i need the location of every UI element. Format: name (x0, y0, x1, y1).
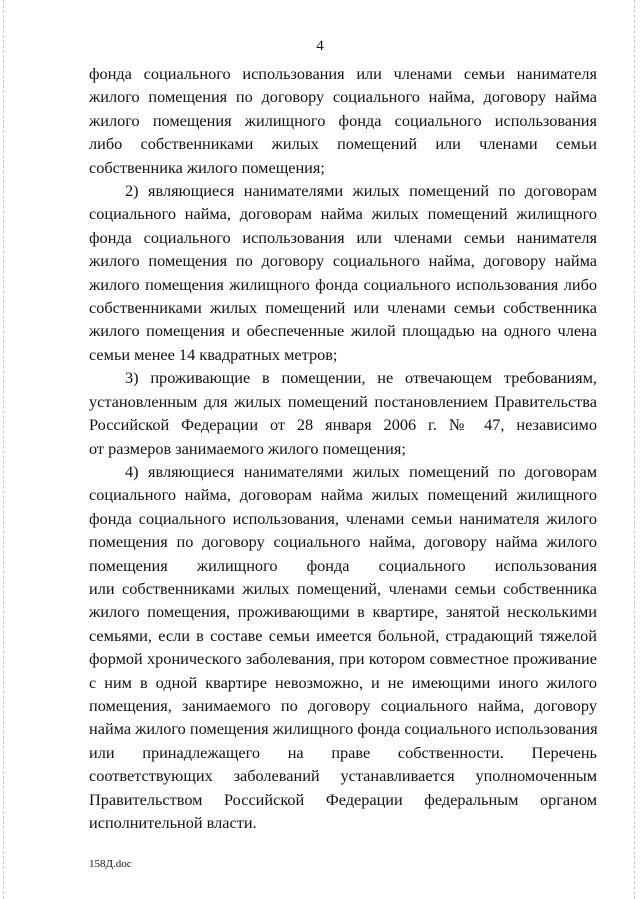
text-line: социального найма, договорам найма жилых помещений жилищного (89, 485, 597, 505)
text-line: 2) являющиеся нанимателями жилых помещений по договорам (125, 181, 597, 201)
paragraph (89, 62, 597, 179)
text-line: фонда социального использования или членами семьи нанимателя (89, 227, 597, 247)
text-line: или собственниками жилых помещений, членами семьи собственника (89, 578, 597, 598)
text-line: жилого помещения жилищного фонда социального использования либо (89, 274, 597, 294)
text-line: 3) проживающие в помещении, не отвечающем требованиям, (125, 368, 597, 388)
text-line: семьями, если в составе семьи имеется больной, страдающий тяжелой (89, 625, 597, 645)
text-line: жилого помещения и обеспеченные жилой площадью на одного члена (89, 321, 597, 341)
text-line: жилого помещения по договору социального найма, договору найма (89, 251, 597, 271)
document-body (89, 62, 597, 834)
paragraph (89, 460, 597, 835)
text-line: 4) являющиеся нанимателями жилых помещений по договорам (125, 461, 597, 481)
text-line: помещения, занимаемого по договору социального найма, договору (89, 695, 597, 715)
text-line: исполнительной власти. (89, 813, 257, 832)
page-number: 4 (316, 38, 324, 54)
text-line: соответствующих заболеваний устанавливается уполномоченным (89, 766, 597, 786)
page-edge-right (634, 0, 637, 899)
text-line: с ним в одной квартире невозможно, и не имеющими иного жилого (89, 672, 597, 692)
text-line: собственниками жилых помещений или членами семьи собственника (89, 298, 597, 318)
text-line: фонда социального использования или членами семьи нанимателя (89, 64, 597, 83)
text-line: жилого помещения по договору социального найма, договору найма (89, 87, 597, 107)
page-edge-left (3, 0, 6, 899)
text-line: семьи менее 14 квадратных метров; (89, 344, 338, 364)
text-line: социального найма, договорам найма жилых помещений жилищного (89, 204, 597, 224)
footer-filename: 158Д.doc (89, 858, 132, 870)
text-line: от размеров занимаемого жилого помещения; (89, 438, 406, 458)
paragraph (89, 366, 597, 460)
text-line: найма жилого помещения жилищного фонда социального использования (89, 719, 598, 739)
text-line: формой хронического заболевания, при котором совместное проживание (89, 649, 597, 669)
text-line: жилого помещения, проживающими в квартире, занятой несколькими (89, 602, 597, 622)
text-line: собственника жилого помещения; (89, 157, 325, 177)
text-line: фонда социального использования, членами семьи нанимателя жилого (89, 508, 597, 528)
text-line: Российской Федерации от 28 января 2006 г. № 47, независимо (89, 415, 597, 435)
text-line: жилого помещения жилищного фонда социального использования (89, 110, 597, 130)
text-line: помещения по договору социального найма, договору найма жилого (89, 532, 597, 552)
text-line: либо собственниками жилых помещений или членами семьи (89, 134, 597, 154)
text-line: или принадлежащего на праве собственности. Перечень (89, 742, 597, 762)
text-line: установленным для жилых помещений постановлением Правительства (89, 391, 597, 411)
text-line: Правительством Российской Федерации федеральным органом (89, 789, 597, 809)
text-line: помещения жилищного фонда социального использования (89, 555, 597, 575)
paragraph (89, 179, 597, 366)
